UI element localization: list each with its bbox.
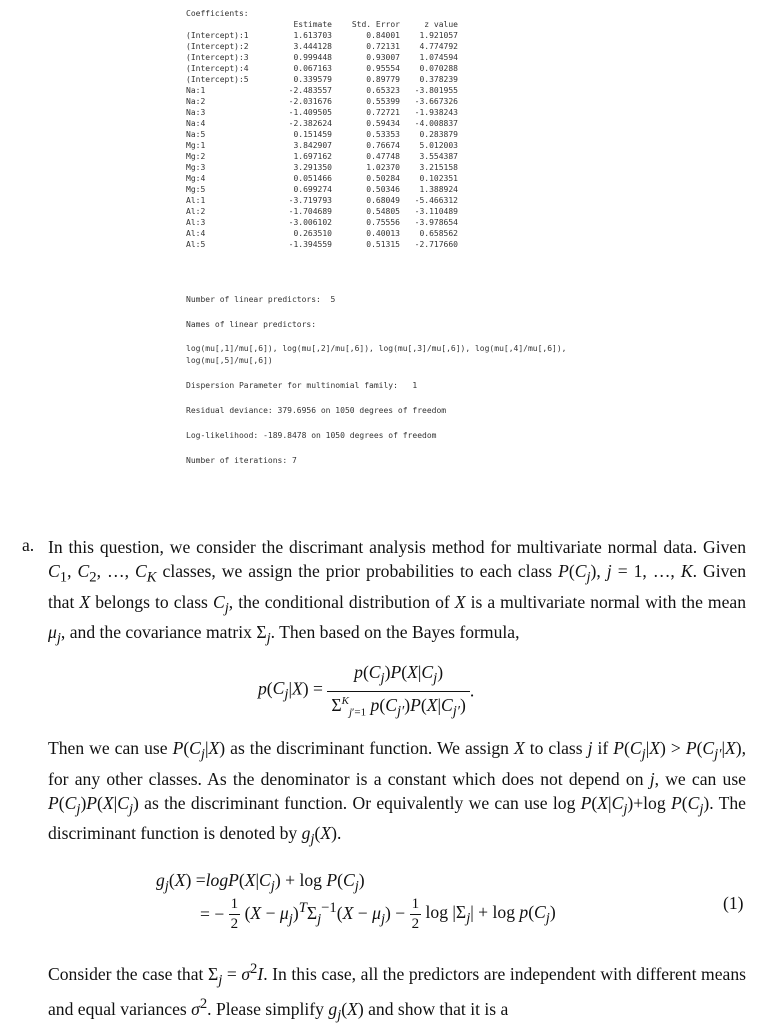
coef-estimate: 0.263510	[293, 229, 332, 238]
coef-z-value: 0.102351	[419, 174, 458, 183]
coef-std-error: 0.72721	[366, 108, 400, 117]
coef-name: Al:4	[186, 229, 206, 238]
coef-z-value: 4.774792	[419, 42, 458, 51]
coef-z-value: 0.658562	[419, 229, 458, 238]
coef-row	[186, 173, 746, 184]
coef-estimate: -1.409505	[288, 108, 332, 117]
col-std-error: Std. Error	[351, 20, 400, 29]
coef-std-error: 0.54805	[366, 207, 400, 216]
coef-std-error: 0.40013	[366, 229, 400, 238]
coef-row	[186, 228, 746, 239]
col-z-value: z value	[424, 20, 458, 29]
coef-name: (Intercept):5	[186, 75, 249, 84]
coef-estimate: 0.999448	[293, 53, 332, 62]
coef-name: Mg:4	[186, 174, 206, 183]
coef-z-value: 0.283879	[419, 130, 458, 139]
coef-name: Mg:3	[186, 163, 206, 172]
coef-name: Al:1	[186, 196, 206, 205]
names-heading: Names of linear predictors:	[186, 320, 317, 329]
coef-z-value: -3.801955	[414, 86, 458, 95]
coef-row	[186, 63, 746, 74]
coef-z-value: -2.717660	[414, 240, 458, 249]
equation-number: (1)	[723, 893, 744, 913]
question-paragraph-3: Consider the case that $\Sigma_j = \sigma^2I$. In this case, all the predictors are independent with different means and equal variances $\sigma^2$. Please simplify $g_j(X)$ and show that it is a	[48, 961, 746, 1024]
coef-z-value: -3.978654	[414, 218, 458, 227]
discriminant-equation-line-2: = − $\frac{1}{2}$ $(X - \mu_j)^T\Sigma_j^{-1}(X - \mu_j)$ − $\frac{1}{2}$ $\log |\Sigma_j| + \log p(C_j)$	[200, 896, 556, 932]
coef-z-value: 0.070288	[419, 64, 458, 73]
coef-std-error: 0.53353	[366, 130, 400, 139]
question-paragraph-1: In this question, we consider the discrimant analysis method for multivariate normal data. Given $C_1$, $C_2$, …, $C_K$ classes, we assign the prior probabilities to each class $P(C_j)$, j = 1, …, K. Given that X belongs to class $C_j$, the conditional distribution of X is a multivariate normal with the mean $\mu_j$, and the covariance matrix $\Sigma_j$. Then based on the Bayes formula,	[48, 537, 747, 647]
coef-name: (Intercept):2	[186, 42, 249, 51]
coef-z-value: -3.667326	[414, 97, 458, 106]
coef-row	[186, 195, 746, 206]
coef-name: Na:5	[186, 130, 206, 139]
coef-row	[186, 206, 746, 217]
coef-std-error: 0.68049	[366, 196, 400, 205]
coef-z-value: -3.110489	[414, 207, 458, 216]
coef-std-error: 0.59434	[366, 119, 400, 128]
coef-std-error: 1.02370	[366, 163, 400, 172]
coef-row	[186, 30, 746, 41]
coef-estimate: -2.483557	[288, 86, 332, 95]
coef-std-error: 0.89779	[366, 75, 400, 84]
num-linear-predictors: Number of linear predictors: 5	[186, 295, 336, 304]
coef-row	[186, 129, 746, 140]
coef-z-value: 3.215158	[419, 163, 458, 172]
coef-row	[186, 52, 746, 63]
coef-std-error: 0.50284	[366, 174, 400, 183]
coef-estimate: 3.842907	[293, 141, 332, 150]
coef-std-error: 0.84001	[366, 31, 400, 40]
coef-estimate: -3.006102	[288, 218, 332, 227]
coef-estimate: -2.382624	[288, 119, 332, 128]
coef-estimate: 0.067163	[293, 64, 332, 73]
coef-std-error: 0.95554	[366, 64, 400, 73]
coef-row	[186, 96, 746, 107]
number-of-iterations: Number of iterations: 7	[186, 456, 297, 465]
names-line-1: log(mu[,1]/mu[,6]), log(mu[,2]/mu[,6]), log(mu[,3]/mu[,6]), log(mu[,4]/mu[,6]),	[186, 344, 567, 353]
coef-name: (Intercept):4	[186, 64, 249, 73]
coef-z-value: 1.921057	[419, 31, 458, 40]
coef-name: (Intercept):1	[186, 31, 249, 40]
coef-estimate: 1.697162	[293, 152, 332, 161]
coef-name: Al:3	[186, 218, 206, 227]
coef-std-error: 0.72131	[366, 42, 400, 51]
coef-z-value: 3.554387	[419, 152, 458, 161]
coef-std-error: 0.93007	[366, 53, 400, 62]
coef-z-value: 0.378239	[419, 75, 458, 84]
coef-name: Al:2	[186, 207, 206, 216]
coef-row	[186, 151, 746, 162]
coef-z-value: 5.012003	[419, 141, 458, 150]
dispersion-parameter: Dispersion Parameter for multinomial family: 1	[186, 381, 418, 390]
coef-row	[186, 184, 746, 195]
coef-z-value: 1.074594	[419, 53, 458, 62]
question-label: a.	[22, 535, 35, 555]
question-paragraph-2: Then we can use $P(C_j|X)$ as the discriminant function. We assign X to class j if $P(C_j|X) > P(C_{j'}|X)$, for any other classes. As the denominator is a constant which does not depend on j, we can use $P(C_j)P(X|C_j)$ as the discriminant function. Or equivalently we can use $\log P(X|C_j)+\log$ $P(C_j)$. The discriminant function is denoted by $g_j(X)$.	[48, 738, 746, 848]
coef-estimate: 1.613703	[293, 31, 332, 40]
r-output-block	[186, 8, 746, 250]
coef-row	[186, 217, 746, 228]
coef-std-error: 0.75556	[366, 218, 400, 227]
coef-name: Na:4	[186, 119, 206, 128]
coef-std-error: 0.47748	[366, 152, 400, 161]
coef-row	[186, 41, 746, 52]
coef-row	[186, 107, 746, 118]
coef-row	[186, 162, 746, 173]
coef-name: (Intercept):3	[186, 53, 249, 62]
coef-std-error: 0.76674	[366, 141, 400, 150]
coef-estimate: -2.031676	[288, 97, 332, 106]
coef-name: Mg:5	[186, 185, 206, 194]
coef-z-value: -4.008837	[414, 119, 458, 128]
coef-row	[186, 140, 746, 151]
coefficient-table	[186, 30, 746, 250]
coef-name: Na:1	[186, 86, 206, 95]
bayes-formula: $p(C_j|X)$ = $\frac{p(C_j)P(X|C_j)}{\Sigma^K_{j'=1} p(C_{j'})P(X|C_{j'})}$ .	[258, 662, 475, 720]
coef-std-error: 0.55399	[366, 97, 400, 106]
coef-name: Na:2	[186, 97, 206, 106]
log-likelihood: Log-likelihood: -189.8478 on 1050 degrees of freedom	[186, 431, 437, 440]
coef-z-value: -1.938243	[414, 108, 458, 117]
coefficients-heading: Coefficients:	[186, 9, 249, 18]
coef-std-error: 0.65323	[366, 86, 400, 95]
coef-row	[186, 74, 746, 85]
coef-estimate: 3.444128	[293, 42, 332, 51]
coef-std-error: 0.50346	[366, 185, 400, 194]
coef-z-value: 1.388924	[419, 185, 458, 194]
col-estimate: Estimate	[293, 20, 332, 29]
coef-name: Mg:1	[186, 141, 206, 150]
coef-z-value: -5.466312	[414, 196, 458, 205]
coef-estimate: -1.704689	[288, 207, 332, 216]
names-line-2: log(mu[,5]/mu[,6])	[186, 356, 273, 365]
residual-deviance: Residual deviance: 379.6956 on 1050 degrees of freedom	[186, 406, 447, 415]
coef-estimate: 0.339579	[293, 75, 332, 84]
coef-row	[186, 118, 746, 129]
coef-name: Mg:2	[186, 152, 206, 161]
coef-estimate: 0.051466	[293, 174, 332, 183]
coef-name: Na:3	[186, 108, 206, 117]
coef-row	[186, 239, 746, 250]
coef-std-error: 0.51315	[366, 240, 400, 249]
coef-estimate: -3.719793	[288, 196, 332, 205]
coef-estimate: -1.394559	[288, 240, 332, 249]
discriminant-equation-line-1: $g_j(X) =\log P(X|C_j) + \log P(C_j)$	[156, 870, 365, 895]
coef-estimate: 0.699274	[293, 185, 332, 194]
coef-row	[186, 85, 746, 96]
coef-estimate: 3.291350	[293, 163, 332, 172]
coef-header-row	[186, 19, 746, 30]
coef-name: Al:5	[186, 240, 206, 249]
coef-estimate: 0.151459	[293, 130, 332, 139]
